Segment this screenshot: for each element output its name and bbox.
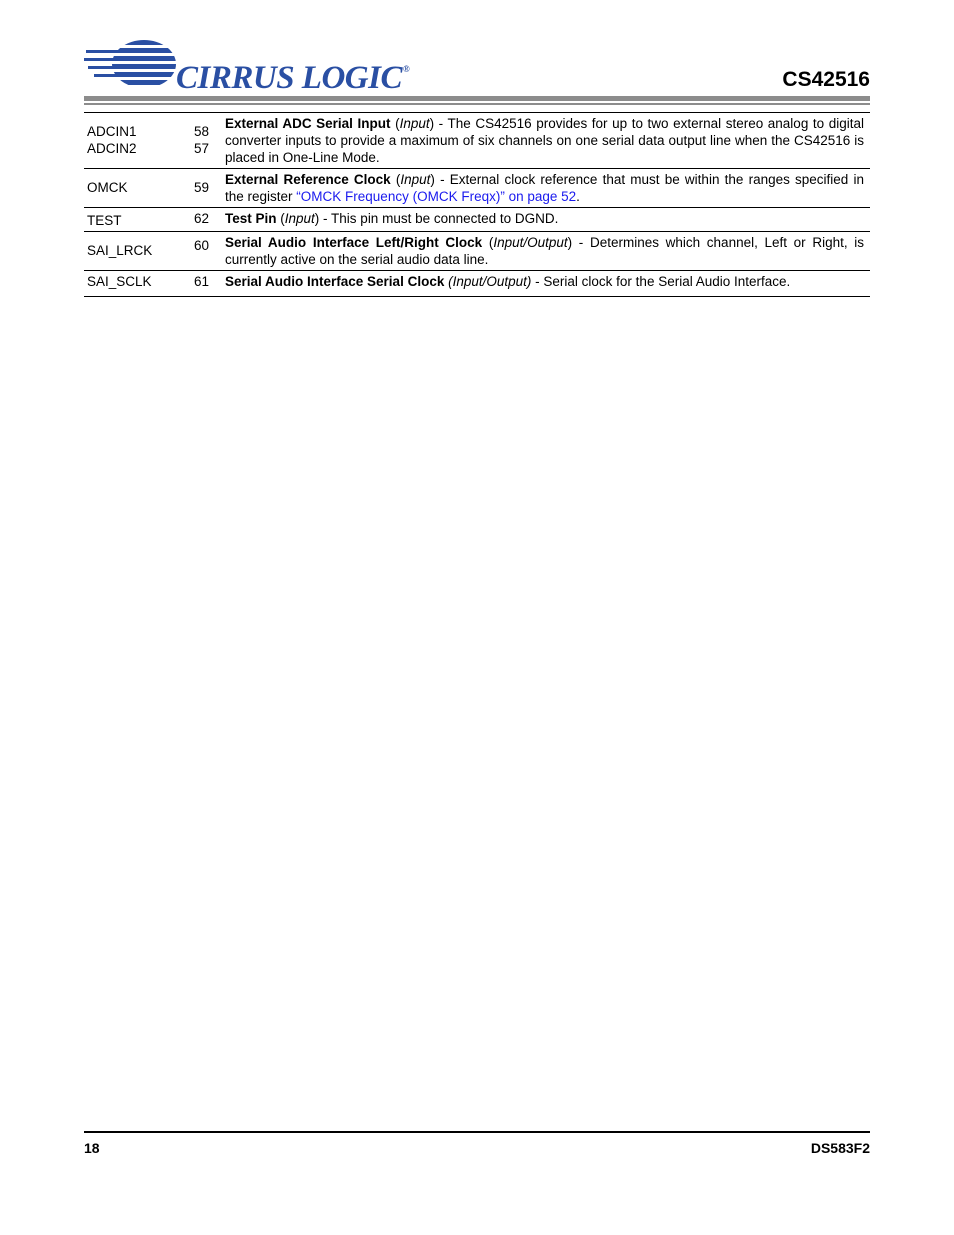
pin-number: 58 (193, 124, 209, 139)
pin-number: 60 (193, 238, 209, 253)
footer-rule (84, 1131, 870, 1133)
pin-description: External ADC Serial Input (Input) - The CS42516 provides for up to two external stereo analog to digital converter inputs to provide a maximum of six channels on one serial data output line when the CS42516 is placed in One-Line Mode. (225, 116, 864, 165)
table-row (84, 232, 870, 271)
table-row (84, 169, 870, 208)
table-row (84, 208, 870, 232)
table-row (84, 271, 870, 297)
pin-number: 59 (193, 180, 209, 195)
register-link[interactable]: “OMCK Frequency (OMCK Freqx)” on page 52 (296, 189, 577, 204)
pin-number: 57 (193, 141, 209, 156)
pin-number: 61 (193, 274, 209, 289)
header-rule (84, 96, 870, 105)
pin-name: SAI_SCLK (87, 274, 152, 289)
logo-wordmark: CIRRUS LOGIC® (176, 60, 410, 96)
document-id: DS583F2 (810, 1140, 870, 1156)
pin-name: SAI_LRCK (87, 243, 153, 258)
part-number-title: CS42516 (782, 68, 870, 91)
pin-name: ADCIN2 (87, 141, 137, 156)
pin-name: OMCK (87, 180, 128, 195)
pin-description: Serial Audio Interface Left/Right Clock (Input/Output) - Determines which channel, Left or Right, is currently active on the serial audio data line. (225, 235, 864, 267)
pin-description-table (84, 112, 870, 297)
cirrus-logic-logo (84, 38, 410, 98)
pin-description: Serial Audio Interface Serial Clock (Input/Output) - Serial clock for the Serial Audio Interface. (225, 274, 791, 289)
pin-description: Test Pin (Input) - This pin must be connected to DGND. (225, 211, 559, 226)
logo-swoosh-icon (84, 38, 184, 98)
pin-name: ADCIN1 (87, 124, 137, 139)
pin-name: TEST (87, 213, 122, 228)
pin-description: External Reference Clock (Input) - External clock reference that must be within the ranges specified in the register “OMCK Frequency (OMCK Freqx)” on page 52. (225, 172, 864, 204)
pin-number: 62 (193, 211, 209, 226)
table-row (84, 113, 870, 169)
page-number: 18 (84, 1140, 100, 1156)
